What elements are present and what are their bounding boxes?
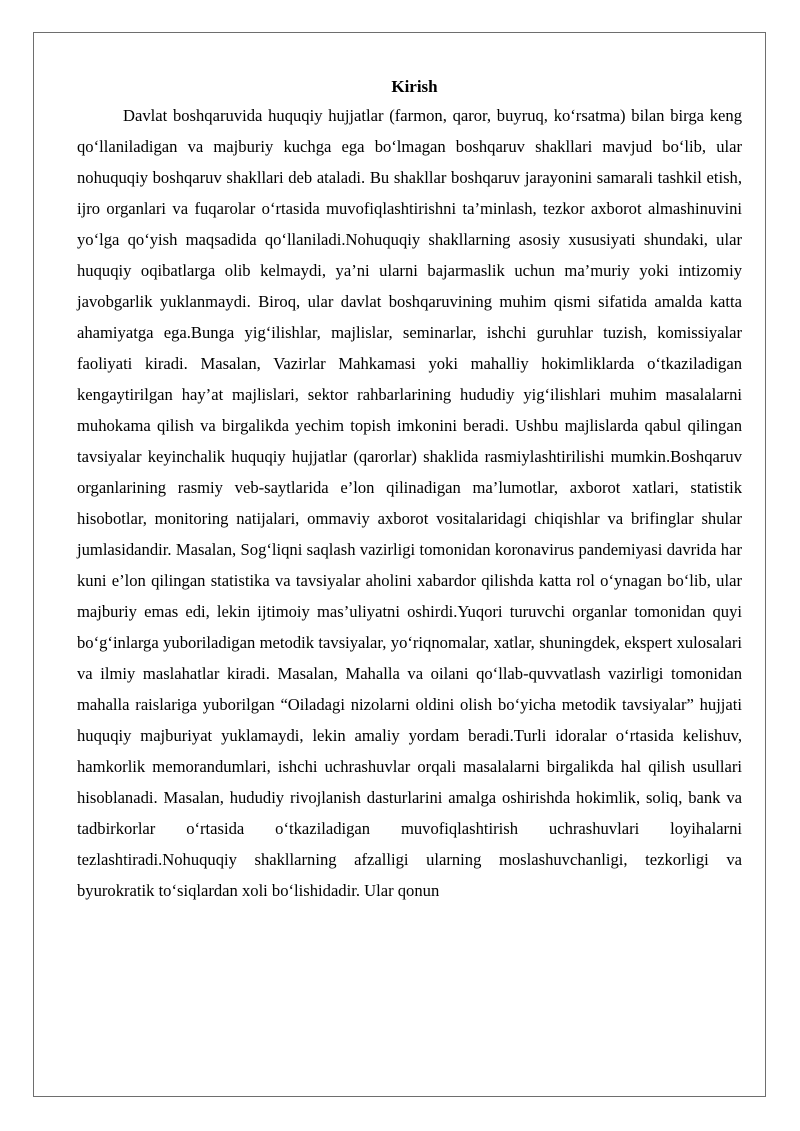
document-body [77, 74, 742, 906]
section-title: Kirish [391, 77, 438, 96]
body-paragraph: Davlat boshqaruvida huquqiy hujjatlar (farmon, qaror, buyruq, ko‘rsatma) bilan birga keng qo‘llaniladigan va majburiy kuchga ega bo‘lmagan boshqaruv shakllari mavjud bo‘lib, ular nohuquqiy boshqaruv shakllari deb ataladi. Bu shakllar boshqaruv jarayonini samarali tashkil etish, ijro organlari va fuqarolar o‘rtasida muvofiqlashtirishni ta’minlash, tezkor axborot almashinuvini yo‘lga qo‘yish maqsadida qo‘llaniladi.Nohuquqiy shakllarning asosiy xususiyati shundaki, ular huquqiy oqibatlarga olib kelmaydi, ya’ni ularni bajarmaslik uchun ma’muriy yoki intizomiy javobgarlik yuklanmaydi. Biroq, ular davlat boshqaruvining muhim qismi sifatida amalda katta ahamiyatga ega.Bunga yig‘ilishlar, majlislar, seminarlar, ishchi guruhlar tuzish, komissiyalar faoliyati kiradi. Masalan, Vazirlar Mahkamasi yoki mahalliy hokimliklarda o‘tkaziladigan kengaytirilgan hay’at majlislari, sektor rahbarlarining hududiy yig‘ilishlari muhim masalalarni muhokama qilish va birgalikda yechim topish imkonini beradi. Ushbu majlislarda qabul qilingan tavsiyalar keyinchalik huquqiy hujjatlar (qarorlar) shaklida rasmiylashtirilishi mumkin.Boshqaruv organlarining rasmiy veb-saytlarida e’lon qilinadigan ma’lumotlar, axborot xatlari, statistik hisobotlar, monitoring natijalari, ommaviy axborot vositalaridagi chiqishlar va brifinglar shular jumlasidandir. Masalan, Sog‘liqni saqlash vazirligi tomonidan koronavirus pandemiyasi davrida har kuni e’lon qilingan statistika va tavsiyalar aholini xabardor qilishda katta rol o‘ynagan bo‘lib, ular majburiy emas edi, lekin ijtimoiy mas’uliyatni oshirdi.Yuqori turuvchi organlar tomonidan quyi bo‘g‘inlarga yuboriladigan metodik tavsiyalar, yo‘riqnomalar, xatlar, shuningdek, ekspert xulosalari va ilmiy maslahatlar kiradi. Masalan, Mahalla va oilani qo‘llab-quvvatlash vazirligi tomonidan mahalla raislariga yuborilgan “Oiladagi nizolarni oldini olish bo‘yicha metodik tavsiyalar” hujjati huquqiy majburiyat yuklamaydi, lekin amaliy yordam beradi.Turli idoralar o‘rtasida kelishuv, hamkorlik memorandumlari, ishchi uchrashuvlar orqali masalalarni birgalikda hal qilish usullari hisoblanadi. Masalan, hududiy rivojlanish dasturlarini amalga oshirishda hokimlik, soliq, bank va tadbirkorlar o‘rtasida o‘tkaziladigan muvofiqlashtirish uchrashuvlari loyihalarni tezlashtiradi.Nohuquqiy shakllarning afzalligi ularning moslashuvchanligi, tezkorligi va byurokratik to‘siqlardan xoli bo‘lishidadir. Ular qonun [77, 106, 742, 900]
